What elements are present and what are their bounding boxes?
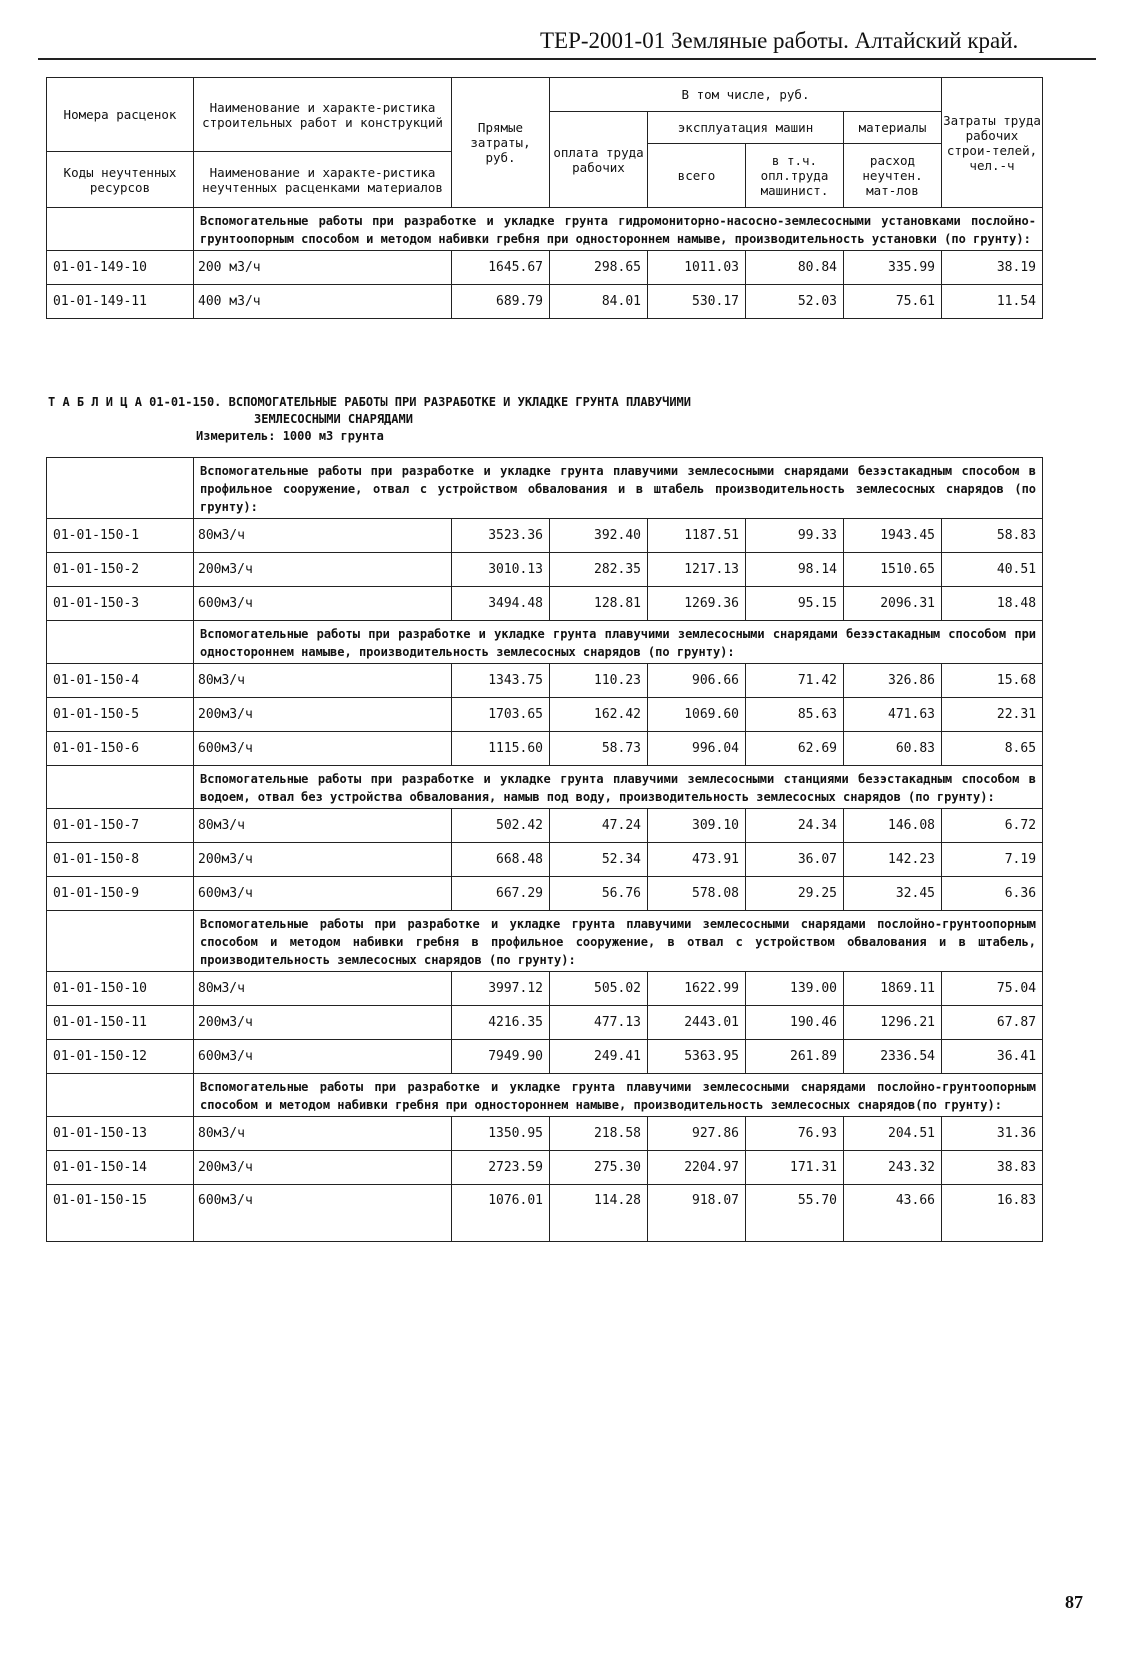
table-row bbox=[47, 1040, 1043, 1074]
labor-costs-cell: 67.87 bbox=[942, 1006, 1043, 1040]
header-operator-wages: в т.ч. опл.труда машинист. bbox=[746, 144, 844, 208]
section-blank-cell bbox=[47, 766, 194, 809]
work-name-cell: 200м3/ч bbox=[194, 1151, 452, 1185]
header-total: всего bbox=[648, 144, 746, 208]
direct-costs-cell: 1343.75 bbox=[452, 664, 550, 698]
table-row bbox=[47, 1117, 1043, 1151]
table-row bbox=[47, 698, 1043, 732]
materials-cell: 243.32 bbox=[844, 1151, 942, 1185]
machine-total-cell: 5363.95 bbox=[648, 1040, 746, 1074]
operator-wages-cell: 36.07 bbox=[746, 843, 844, 877]
work-name-cell: 600м3/ч bbox=[194, 877, 452, 911]
section-description: Вспомогательные работы при разработке и укладке грунта плавучими землесосными снарядами безэстакадным способом при одностороннем намыве, производительность землесосных снарядов (по грунту): bbox=[194, 621, 1043, 664]
machine-total-cell: 996.04 bbox=[648, 732, 746, 766]
direct-costs-cell: 1350.95 bbox=[452, 1117, 550, 1151]
direct-costs-cell: 3523.36 bbox=[452, 519, 550, 553]
section-description: Вспомогательные работы при разработке и укладке грунта плавучими землесосными станциями безэстакадным способом в водоем, отвал без устройства обвалования, намыв под воду, производительность землесосных снарядов (по грунту): bbox=[194, 766, 1043, 809]
direct-costs-cell: 689.79 bbox=[452, 285, 550, 319]
rate-code-cell: 01-01-150-4 bbox=[47, 664, 194, 698]
section-row bbox=[47, 621, 1043, 664]
machine-total-cell: 1622.99 bbox=[648, 972, 746, 1006]
table-body bbox=[47, 458, 1043, 1242]
labor-costs-cell: 22.31 bbox=[942, 698, 1043, 732]
section-blank-cell bbox=[47, 458, 194, 519]
rate-code-cell: 01-01-150-12 bbox=[47, 1040, 194, 1074]
work-name-cell: 80м3/ч bbox=[194, 1117, 452, 1151]
rate-code-cell: 01-01-150-3 bbox=[47, 587, 194, 621]
operator-wages-cell: 55.70 bbox=[746, 1185, 844, 1242]
operator-wages-cell: 85.63 bbox=[746, 698, 844, 732]
direct-costs-cell: 668.48 bbox=[452, 843, 550, 877]
rate-code-cell: 01-01-149-10 bbox=[47, 251, 194, 285]
rate-code-cell: 01-01-150-15 bbox=[47, 1185, 194, 1242]
operator-wages-cell: 29.25 bbox=[746, 877, 844, 911]
materials-cell: 1296.21 bbox=[844, 1006, 942, 1040]
rate-code-cell: 01-01-150-8 bbox=[47, 843, 194, 877]
section-row bbox=[47, 1074, 1043, 1117]
machine-total-cell: 530.17 bbox=[648, 285, 746, 319]
work-name-cell: 80м3/ч bbox=[194, 972, 452, 1006]
direct-costs-cell: 1703.65 bbox=[452, 698, 550, 732]
section-blank-cell bbox=[47, 911, 194, 972]
section-description: Вспомогательные работы при разработке и укладке грунта плавучими землесосными снарядами послойно-грунтоопорным способом и методом набивки гребня в профильное сооружение, в отвал с устройством обвалования и в штабель, производительность землесосных снарядов (по грунту): bbox=[194, 911, 1043, 972]
labor-costs-cell: 8.65 bbox=[942, 732, 1043, 766]
work-name-cell: 200м3/ч bbox=[194, 553, 452, 587]
rate-code-cell: 01-01-149-11 bbox=[47, 285, 194, 319]
materials-cell: 326.86 bbox=[844, 664, 942, 698]
section-description: Вспомогательные работы при разработке и укладке грунта плавучими землесосными снарядами безэстакадным способом в профильное сооружение, отвал с устройством обвалования и в штабель производительность землесосных снарядов (по грунту): bbox=[194, 458, 1043, 519]
materials-cell: 2096.31 bbox=[844, 587, 942, 621]
header-including: В том числе, руб. bbox=[550, 78, 942, 112]
section-blank-cell bbox=[47, 621, 194, 664]
labor-costs-cell: 11.54 bbox=[942, 285, 1043, 319]
table-row bbox=[47, 1185, 1043, 1242]
header-direct-costs: Прямые затраты, руб. bbox=[452, 78, 550, 208]
machine-total-cell: 1069.60 bbox=[648, 698, 746, 732]
rate-code-cell: 01-01-150-2 bbox=[47, 553, 194, 587]
labor-costs-cell: 6.72 bbox=[942, 809, 1043, 843]
table-row bbox=[47, 809, 1043, 843]
section-description: Вспомогательные работы при разработке и укладке грунта плавучими землесосными снарядами послойно-грунтоопорным способом и методом набивки гребня при одностороннем намыве, производительность землесосных снарядов(по грунту): bbox=[194, 1074, 1043, 1117]
operator-wages-cell: 24.34 bbox=[746, 809, 844, 843]
materials-cell: 1869.11 bbox=[844, 972, 942, 1006]
work-name-cell: 400 м3/ч bbox=[194, 285, 452, 319]
materials-cell: 2336.54 bbox=[844, 1040, 942, 1074]
rate-code-cell: 01-01-150-7 bbox=[47, 809, 194, 843]
materials-cell: 75.61 bbox=[844, 285, 942, 319]
operator-wages-cell: 62.69 bbox=[746, 732, 844, 766]
operator-wages-cell: 52.03 bbox=[746, 285, 844, 319]
work-name-cell: 80м3/ч bbox=[194, 809, 452, 843]
labor-costs-cell: 58.83 bbox=[942, 519, 1043, 553]
machine-total-cell: 2204.97 bbox=[648, 1151, 746, 1185]
direct-costs-cell: 3494.48 bbox=[452, 587, 550, 621]
work-name-cell: 600м3/ч bbox=[194, 732, 452, 766]
worker-wages-cell: 282.35 bbox=[550, 553, 648, 587]
labor-costs-cell: 38.83 bbox=[942, 1151, 1043, 1185]
header-machine-operation: эксплуатация машин bbox=[648, 112, 844, 144]
work-name-cell: 200 м3/ч bbox=[194, 251, 452, 285]
table-row bbox=[47, 664, 1043, 698]
direct-costs-cell: 667.29 bbox=[452, 877, 550, 911]
materials-cell: 146.08 bbox=[844, 809, 942, 843]
worker-wages-cell: 128.81 bbox=[550, 587, 648, 621]
worker-wages-cell: 56.76 bbox=[550, 877, 648, 911]
labor-costs-cell: 31.36 bbox=[942, 1117, 1043, 1151]
materials-cell: 1510.65 bbox=[844, 553, 942, 587]
machine-total-cell: 309.10 bbox=[648, 809, 746, 843]
work-name-cell: 80м3/ч bbox=[194, 519, 452, 553]
materials-cell: 335.99 bbox=[844, 251, 942, 285]
operator-wages-cell: 95.15 bbox=[746, 587, 844, 621]
worker-wages-cell: 47.24 bbox=[550, 809, 648, 843]
machine-total-cell: 927.86 bbox=[648, 1117, 746, 1151]
labor-costs-cell: 15.68 bbox=[942, 664, 1043, 698]
machine-total-cell: 1217.13 bbox=[648, 553, 746, 587]
work-name-cell: 200м3/ч bbox=[194, 1006, 452, 1040]
table-body bbox=[47, 208, 1043, 319]
operator-wages-cell: 261.89 bbox=[746, 1040, 844, 1074]
materials-cell: 204.51 bbox=[844, 1117, 942, 1151]
header-rate-numbers: Номера расценок bbox=[47, 78, 194, 152]
table-unit: Измеритель: 1000 м3 грунта bbox=[196, 429, 384, 443]
direct-costs-cell: 502.42 bbox=[452, 809, 550, 843]
rates-table-149 bbox=[46, 77, 1043, 319]
header-unaccounted-materials: расход неучтен. мат-лов bbox=[844, 144, 942, 208]
header-resource-codes: Коды неучтенных ресурсов bbox=[47, 152, 194, 208]
page-number: 87 bbox=[1065, 1592, 1083, 1612]
page-header-title: ТЕР-2001-01 Земляные работы. Алтайский край. bbox=[540, 28, 1019, 53]
work-name-cell: 600м3/ч bbox=[194, 1040, 452, 1074]
labor-costs-cell: 75.04 bbox=[942, 972, 1043, 1006]
rate-code-cell: 01-01-150-5 bbox=[47, 698, 194, 732]
table-header bbox=[47, 78, 1043, 208]
work-name-cell: 200м3/ч bbox=[194, 698, 452, 732]
rate-code-cell: 01-01-150-6 bbox=[47, 732, 194, 766]
table-row bbox=[47, 519, 1043, 553]
materials-cell: 471.63 bbox=[844, 698, 942, 732]
work-name-cell: 600м3/ч bbox=[194, 1185, 452, 1242]
machine-total-cell: 906.66 bbox=[648, 664, 746, 698]
direct-costs-cell: 1076.01 bbox=[452, 1185, 550, 1242]
direct-costs-cell: 1645.67 bbox=[452, 251, 550, 285]
worker-wages-cell: 298.65 bbox=[550, 251, 648, 285]
direct-costs-cell: 3997.12 bbox=[452, 972, 550, 1006]
worker-wages-cell: 392.40 bbox=[550, 519, 648, 553]
header-worker-wages: оплата труда рабочих bbox=[550, 112, 648, 208]
worker-wages-cell: 218.58 bbox=[550, 1117, 648, 1151]
operator-wages-cell: 71.42 bbox=[746, 664, 844, 698]
worker-wages-cell: 84.01 bbox=[550, 285, 648, 319]
work-name-cell: 600м3/ч bbox=[194, 587, 452, 621]
worker-wages-cell: 162.42 bbox=[550, 698, 648, 732]
header-materials: материалы bbox=[844, 112, 942, 144]
section-blank-cell bbox=[47, 208, 194, 251]
machine-total-cell: 1269.36 bbox=[648, 587, 746, 621]
direct-costs-cell: 2723.59 bbox=[452, 1151, 550, 1185]
labor-costs-cell: 18.48 bbox=[942, 587, 1043, 621]
table-row bbox=[47, 732, 1043, 766]
table-row bbox=[47, 843, 1043, 877]
rates-table-150 bbox=[46, 457, 1043, 1242]
operator-wages-cell: 171.31 bbox=[746, 1151, 844, 1185]
direct-costs-cell: 7949.90 bbox=[452, 1040, 550, 1074]
table-row bbox=[47, 877, 1043, 911]
labor-costs-cell: 7.19 bbox=[942, 843, 1043, 877]
table-row bbox=[47, 587, 1043, 621]
table-title-cont: ЗЕМЛЕСОСНЫМИ СНАРЯДАМИ bbox=[254, 412, 413, 426]
labor-costs-cell: 16.83 bbox=[942, 1185, 1043, 1242]
table-row bbox=[47, 1006, 1043, 1040]
work-name-cell: 80м3/ч bbox=[194, 664, 452, 698]
machine-total-cell: 578.08 bbox=[648, 877, 746, 911]
header-materials-name: Наименование и характе-ристика неучтенных расценками материалов bbox=[194, 152, 452, 208]
materials-cell: 60.83 bbox=[844, 732, 942, 766]
materials-cell: 1943.45 bbox=[844, 519, 942, 553]
worker-wages-cell: 58.73 bbox=[550, 732, 648, 766]
materials-cell: 32.45 bbox=[844, 877, 942, 911]
materials-cell: 142.23 bbox=[844, 843, 942, 877]
table-caption bbox=[48, 394, 691, 445]
labor-costs-cell: 40.51 bbox=[942, 553, 1043, 587]
labor-costs-cell: 6.36 bbox=[942, 877, 1043, 911]
header-work-name: Наименование и характе-ристика строительных работ и конструкций bbox=[194, 78, 452, 152]
header-labor-costs: Затраты труда рабочих строи-телей, чел.-ч bbox=[942, 78, 1043, 208]
table-row bbox=[47, 285, 1043, 319]
table-title: Т А Б Л И Ц А 01-01-150. ВСПОМОГАТЕЛЬНЫЕ РАБОТЫ ПРИ РАЗРАБОТКЕ И УКЛАДКЕ ГРУНТА ПЛАВУЧИМИ bbox=[48, 395, 691, 409]
rate-code-cell: 01-01-150-13 bbox=[47, 1117, 194, 1151]
rate-code-cell: 01-01-150-1 bbox=[47, 519, 194, 553]
operator-wages-cell: 76.93 bbox=[746, 1117, 844, 1151]
rate-code-cell: 01-01-150-11 bbox=[47, 1006, 194, 1040]
operator-wages-cell: 80.84 bbox=[746, 251, 844, 285]
worker-wages-cell: 52.34 bbox=[550, 843, 648, 877]
section-row bbox=[47, 911, 1043, 972]
section-blank-cell bbox=[47, 1074, 194, 1117]
direct-costs-cell: 1115.60 bbox=[452, 732, 550, 766]
operator-wages-cell: 98.14 bbox=[746, 553, 844, 587]
section-row bbox=[47, 766, 1043, 809]
direct-costs-cell: 3010.13 bbox=[452, 553, 550, 587]
table-row bbox=[47, 972, 1043, 1006]
section-row bbox=[47, 208, 1043, 251]
rate-code-cell: 01-01-150-14 bbox=[47, 1151, 194, 1185]
worker-wages-cell: 110.23 bbox=[550, 664, 648, 698]
section-row bbox=[47, 458, 1043, 519]
direct-costs-cell: 4216.35 bbox=[452, 1006, 550, 1040]
operator-wages-cell: 139.00 bbox=[746, 972, 844, 1006]
worker-wages-cell: 477.13 bbox=[550, 1006, 648, 1040]
machine-total-cell: 473.91 bbox=[648, 843, 746, 877]
section-description: Вспомогательные работы при разработке и укладке грунта гидромониторно-насосно-землесосными установками послойно-грунтоопорным способом и методом набивки гребня при одностороннем намыве, производительность установки (по грунту): bbox=[194, 208, 1043, 251]
work-name-cell: 200м3/ч bbox=[194, 843, 452, 877]
table-row bbox=[47, 251, 1043, 285]
operator-wages-cell: 190.46 bbox=[746, 1006, 844, 1040]
labor-costs-cell: 38.19 bbox=[942, 251, 1043, 285]
worker-wages-cell: 249.41 bbox=[550, 1040, 648, 1074]
worker-wages-cell: 275.30 bbox=[550, 1151, 648, 1185]
operator-wages-cell: 99.33 bbox=[746, 519, 844, 553]
labor-costs-cell: 36.41 bbox=[942, 1040, 1043, 1074]
rate-code-cell: 01-01-150-9 bbox=[47, 877, 194, 911]
worker-wages-cell: 114.28 bbox=[550, 1185, 648, 1242]
header-rule bbox=[38, 58, 1096, 60]
table-row bbox=[47, 1151, 1043, 1185]
machine-total-cell: 1187.51 bbox=[648, 519, 746, 553]
machine-total-cell: 2443.01 bbox=[648, 1006, 746, 1040]
rate-code-cell: 01-01-150-10 bbox=[47, 972, 194, 1006]
table-row bbox=[47, 553, 1043, 587]
machine-total-cell: 1011.03 bbox=[648, 251, 746, 285]
worker-wages-cell: 505.02 bbox=[550, 972, 648, 1006]
materials-cell: 43.66 bbox=[844, 1185, 942, 1242]
machine-total-cell: 918.07 bbox=[648, 1185, 746, 1242]
